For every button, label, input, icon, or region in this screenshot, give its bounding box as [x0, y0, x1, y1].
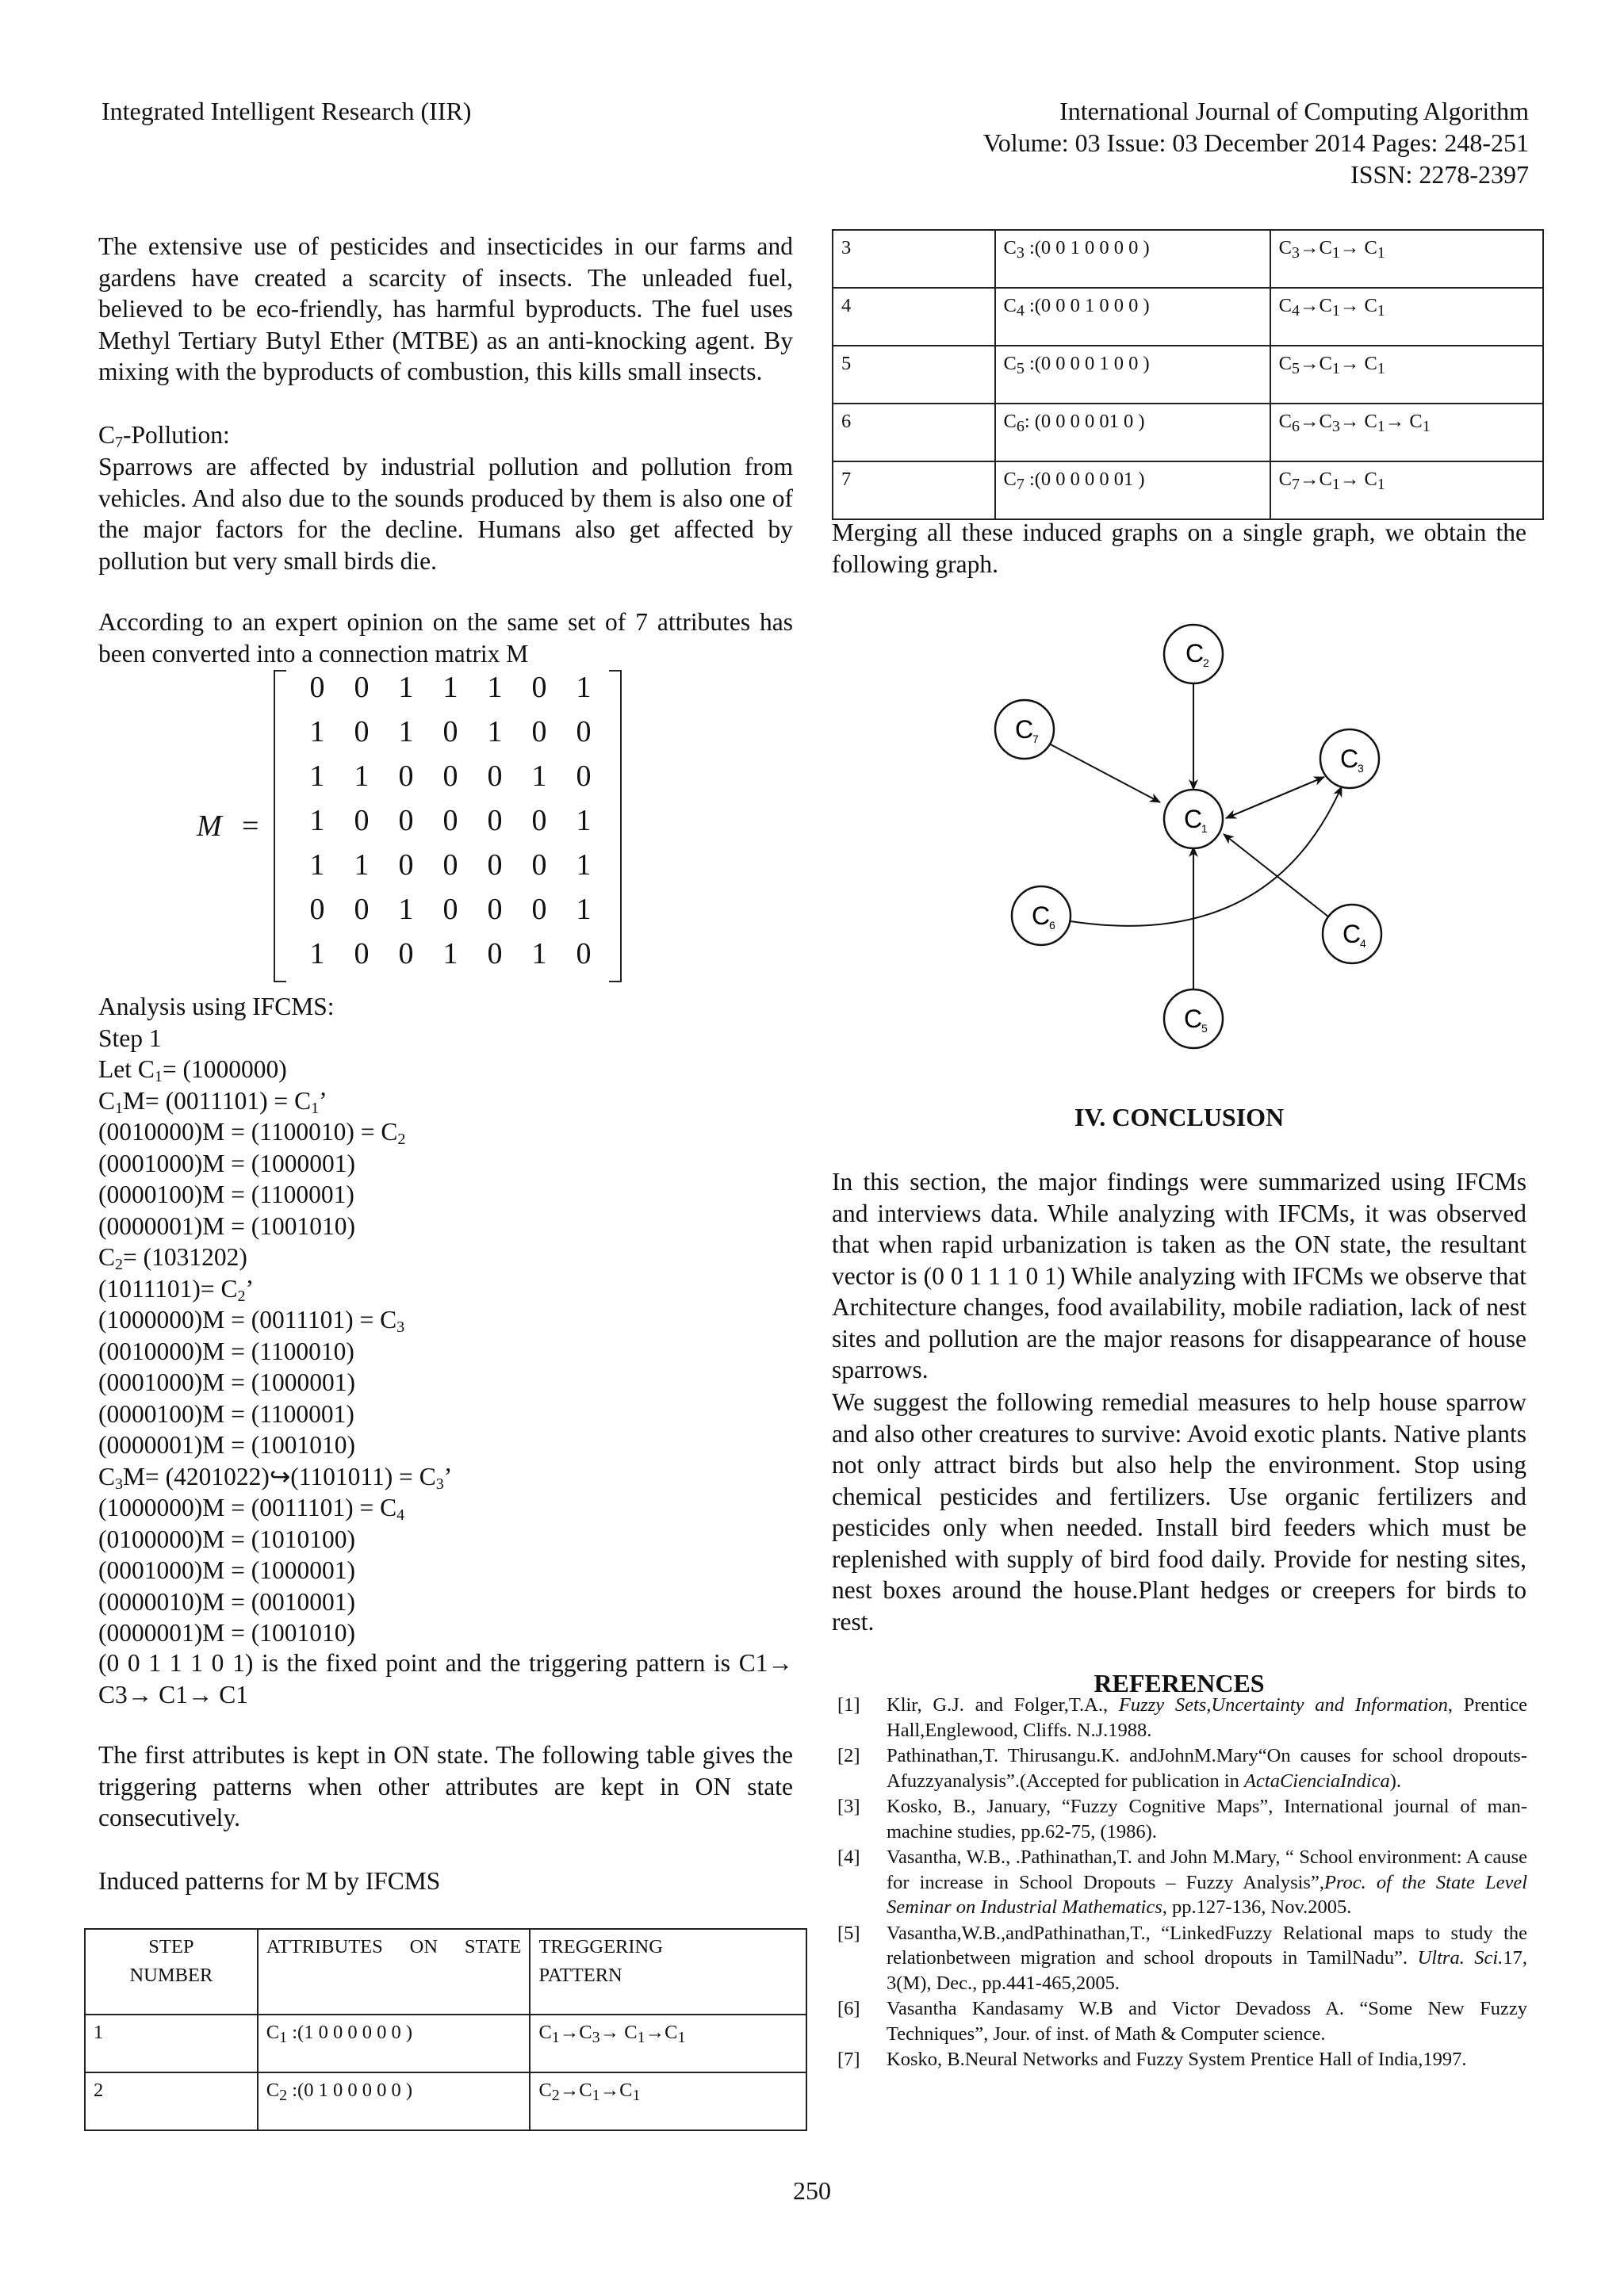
analysis-line: (0000100)M = (1100001) [98, 1181, 354, 1208]
svg-text:3: 3 [1358, 762, 1364, 775]
header-pattern: TREGGERING PATTERN [530, 1929, 806, 2015]
paragraph-expert-opinion: According to an expert opinion on the same set of 7 attributes has been converted into a connection matrix M [98, 608, 793, 668]
matrix-cell: 0 [309, 671, 325, 704]
svg-text:2: 2 [1203, 656, 1209, 669]
matrix-cell: 1 [354, 848, 370, 882]
table-row [833, 288, 1543, 346]
journal-volume: Volume: 03 Issue: 03 December 2014 Pages: 248-251 [982, 128, 1529, 157]
matrix-cell: 0 [442, 804, 458, 837]
reference-item [837, 1845, 1527, 1920]
svg-text:4: 4 [1360, 937, 1366, 950]
paragraph-first-attribute: The first attributes is kept in ON state. The following table gives the triggering patterns when other attributes are kept in ON state consecutively. [98, 1741, 793, 1831]
matrix-cell: 0 [354, 715, 370, 748]
references-list [837, 1693, 1527, 2073]
matrix-cell: 0 [442, 715, 458, 748]
cell-pattern: $C_1\to C_3\to C_1\to C_1$ [530, 2015, 806, 2072]
reference-number: [1] [837, 1694, 860, 1716]
cell-step: 6 [833, 404, 995, 461]
matrix-cell: 1 [531, 937, 547, 970]
edge-c1-c3 [1226, 777, 1324, 818]
matrix-row [292, 803, 609, 838]
analysis-line: $(1000000)M = (0011101) = C_3$ [98, 1306, 405, 1336]
cell-attributes: $C_1$ :(1 0 0 0 0 0 0 ) [258, 2015, 530, 2072]
svg-text:C: C [1184, 1004, 1203, 1033]
matrix-cell: 1 [309, 937, 325, 970]
matrix-cell: 1 [576, 671, 592, 704]
header-step-number: STEP NUMBER [85, 1929, 258, 2015]
analysis-line: $(1011101)= C_2$’ [98, 1274, 255, 1305]
matrix-cell: 0 [487, 893, 503, 926]
table-row [85, 2015, 806, 2072]
matrix-cell: 1 [531, 760, 547, 793]
reference-text: Pathinathan,T. Thirusangu.K. andJohnM.Mary“On causes for school dropouts- Afuzzyanalysis”.(Accepted for publication in ActaCienciaIndica). [887, 1745, 1527, 1792]
matrix-row [292, 759, 609, 794]
analysis-line: (0000100)M = (1100001) [98, 1399, 354, 1428]
cell-step: 2 [85, 2072, 258, 2130]
reference-item [837, 1693, 1527, 1743]
page-number: 250 [793, 2176, 831, 2205]
svg-text:1: 1 [1201, 822, 1208, 835]
matrix-row [292, 714, 609, 749]
journal-name: International Journal of Computing Algorithm [1059, 97, 1529, 125]
conclusion-paragraph-2: We suggest the following remedial measures to help house sparrow and also other creatures to survive: Avoid exotic plants. Native plants not only attract birds but also help the environment. Stop using chemical pesticides and fertilizers. Use organic fertilizers and pesticides only when needed. Install bird feeders which must be replenished with supply of bird food daily. Provide for nesting sites, nest boxes around the house.Plant hedges or creepers for birds to rest. [832, 1388, 1526, 1636]
reference-item [837, 2047, 1527, 2072]
fixed-point-text: (0 0 1 1 1 0 1) is the fixed point and the triggering pattern is C1→ C3→ C1→ C1 [98, 1649, 793, 1709]
matrix-cell: 1 [398, 671, 414, 704]
matrix-cell: 0 [354, 937, 370, 970]
cell-step: 3 [833, 230, 995, 288]
cell-pattern: $C_2\to C_1\to C_1$ [530, 2072, 806, 2130]
svg-text:C: C [1340, 744, 1359, 773]
table-row [833, 346, 1543, 404]
matrix-cell: 1 [442, 937, 458, 970]
matrix-cell: 1 [487, 671, 503, 704]
matrix-cell: 1 [354, 760, 370, 793]
cell-pattern: $C_7\to C_1\to C_1$ [1270, 461, 1543, 519]
svg-text:C: C [1015, 715, 1034, 744]
matrix-cell: 0 [309, 893, 325, 926]
edge-c7-c1 [1049, 744, 1160, 802]
node-c4 [1323, 905, 1381, 963]
paragraph-pesticides: The extensive use of pesticides and insecticides in our farms and gardens have created a scarcity of insects. The unleaded fuel, believed to be eco-friendly, has harmful byproducts. The fuel uses Methyl Tertiary Butyl Ether (MTBE) as an anti-knocking agent. By mixing with the byproducts of combustion, this kills small insects. [98, 232, 793, 385]
reference-number: [2] [837, 1745, 860, 1766]
reference-text: Vasantha Kandasamy W.B and Victor Devadoss A. “Some New Fuzzy Techniques”, Jour. of inst. of Math & Computer science. [887, 1998, 1527, 2045]
cell-step: 4 [833, 288, 995, 346]
matrix-row [292, 892, 609, 927]
reference-number: [5] [837, 1922, 860, 1944]
analysis-line: (0010000)M = (1100010) [98, 1337, 354, 1365]
induced-patterns-table [84, 1928, 807, 2131]
table-row [833, 461, 1543, 519]
analysis-line: (0100000)M = (1010100) [98, 1525, 355, 1553]
matrix-cell: 0 [531, 804, 547, 837]
node-c3 [1320, 729, 1379, 788]
matrix-cell: 0 [576, 760, 592, 793]
node-c5 [1164, 989, 1223, 1048]
journal-issn: ISSN: 2278-2397 [1350, 160, 1529, 189]
cell-pattern: $C_4\to C_1\to C_1$ [1270, 288, 1543, 346]
node-c7 [995, 700, 1054, 759]
matrix-cell: 0 [398, 804, 414, 837]
header-attributes: ATTRIBUTES ON STATE [258, 1929, 530, 2015]
reference-number: [3] [837, 1796, 860, 1817]
reference-text: Kosko, B.Neural Networks and Fuzzy System Prentice Hall of India,1997. [887, 2049, 1467, 2070]
matrix-cell: 0 [442, 848, 458, 882]
connection-matrix [190, 670, 634, 987]
node-c6 [1012, 886, 1071, 945]
matrix-row [292, 936, 609, 971]
matrix-cell: 0 [487, 804, 503, 837]
matrix-cell: 0 [398, 937, 414, 970]
analysis-line: Let $C_1= (1000000)$ [98, 1055, 287, 1085]
merged-induced-graph [983, 603, 1396, 1062]
svg-text:7: 7 [1032, 733, 1039, 745]
reference-number: [4] [837, 1846, 860, 1868]
table-row [833, 404, 1543, 461]
matrix-label: M [197, 809, 222, 843]
analysis-line: $C_2= (1031202)$ [98, 1243, 247, 1273]
table-title: Induced patterns for M by IFCMS [98, 1867, 441, 1895]
reference-item [837, 1921, 1527, 1996]
svg-text:C: C [1184, 805, 1203, 833]
analysis-line: (0001000)M = (1000001) [98, 1149, 355, 1177]
matrix-cell: 1 [398, 893, 414, 926]
references-heading: REFERENCES [1094, 1669, 1265, 1697]
matrix-cell: 1 [576, 848, 592, 882]
matrix-cell: 1 [576, 804, 592, 837]
matrix-cell: 0 [531, 893, 547, 926]
matrix-cell: 0 [531, 848, 547, 882]
cell-pattern: $C_3\to C_1\to C_1$ [1270, 230, 1543, 288]
reference-item [837, 1743, 1527, 1793]
cell-step: 5 [833, 346, 995, 404]
matrix-cell: 1 [309, 760, 325, 793]
reference-text: Kosko, B., January, “Fuzzy Cognitive Maps”, International journal of man-machine studies, pp.62-75, (1986). [887, 1796, 1527, 1843]
merge-text: Merging all these induced graphs on a single graph, we obtain the following graph. [832, 519, 1526, 578]
matrix-cell: 0 [442, 760, 458, 793]
cell-step: 1 [85, 2015, 258, 2072]
cell-attributes: $C_3$ :(0 0 1 0 0 0 0 ) [995, 230, 1270, 288]
matrix-row [292, 848, 609, 882]
analysis-steps [98, 991, 793, 1649]
analysis-line: Step 1 [98, 1024, 162, 1052]
table-row [833, 230, 1543, 288]
reference-number: [6] [837, 1998, 860, 2019]
matrix-cell: 1 [576, 893, 592, 926]
matrix-cell: 1 [442, 671, 458, 704]
matrix-cell: 1 [309, 804, 325, 837]
matrix-cell: 1 [309, 848, 325, 882]
analysis-line: (0000001)M = (1001010) [98, 1211, 355, 1240]
matrix-cell: 0 [354, 671, 370, 704]
reference-item [837, 1996, 1527, 2046]
reference-text: Vasantha, W.B., .Pathinathan,T. and John M.Mary, “ School environment: A cause for increase in School Dropouts – Fuzzy Analysis”,Proc. of the State Level Seminar on Industrial Mathematics, pp.127-136, Nov.2005. [887, 1846, 1527, 1918]
heading-c7-pollution: $C_7$-Pollution: [98, 421, 230, 451]
cell-step: 7 [833, 461, 995, 519]
matrix-cell: 0 [398, 848, 414, 882]
analysis-line: $C_3M=$ (4201022)↪(1101011) = $C_3$’ [98, 1462, 453, 1493]
svg-text:C: C [1185, 639, 1205, 668]
svg-text:5: 5 [1201, 1022, 1208, 1035]
matrix-cell: 1 [487, 715, 503, 748]
cell-attributes: $C_2$ :(0 1 0 0 0 0 0 ) [258, 2072, 530, 2130]
conclusion-paragraph-1: In this section, the major findings were summarized using IFCMs and interviews data. While analyzing with IFCMs, it was observed that when rapid urbanization is taken as the ON state, the resultant vector is (0 0 1 1 1 0 1) While analyzing with IFCMs we observe that Architecture changes, food availability, mobile radiation, lack of nest sites and pollution are the major reasons for disappearance of house sparrows. [832, 1168, 1526, 1383]
reference-text: Klir, G.J. and Folger,T.A., Fuzzy Sets,Uncertainty and Information, Prentice Hall,Englewood, Cliffs. N.J.1988. [887, 1694, 1528, 1741]
analysis-line: $C_1M= (0011101) = C_1$’ [98, 1086, 327, 1117]
matrix-bracket-right [609, 670, 622, 982]
running-header-left: Integrated Intelligent Research (IIR) [102, 97, 472, 125]
matrix-cell: 0 [354, 804, 370, 837]
matrix-cell: 0 [487, 760, 503, 793]
matrix-cell: 0 [398, 760, 414, 793]
induced-patterns-table-continued [832, 229, 1544, 520]
matrix-bracket-left [274, 670, 286, 982]
reference-item [837, 1794, 1527, 1844]
reference-text: Vasantha,W.B.,andPathinathan,T., “LinkedFuzzy Relational maps to study the relationbetween migration and school dropouts in TamilNadu”. Ultra. Sci.17, 3(M), Dec., pp.441-465,2005. [887, 1922, 1527, 1994]
svg-text:C: C [1032, 901, 1051, 930]
matrix-cell: 0 [531, 715, 547, 748]
matrix-cell: 0 [442, 893, 458, 926]
cell-pattern: $C_6\to C_3\to C_1\to C_1$ [1270, 404, 1543, 461]
cell-attributes: $C_5$ :(0 0 0 0 1 0 0 ) [995, 346, 1270, 404]
node-c1 [1164, 790, 1223, 848]
table-header-row [85, 1929, 806, 2015]
running-header-right [983, 95, 1529, 190]
matrix-cell: 0 [576, 715, 592, 748]
cell-attributes: $C_7$ :(0 0 0 0 0 01 ) [995, 461, 1270, 519]
analysis-line: (0000001)M = (1001010) [98, 1619, 355, 1647]
node-c2 [1164, 625, 1223, 683]
analysis-line: Analysis using IFCMS: [98, 993, 335, 1020]
svg-text:6: 6 [1049, 919, 1055, 932]
conclusion-heading: IV. CONCLUSION [1074, 1103, 1285, 1131]
analysis-line: (0001000)M = (1000001) [98, 1556, 355, 1584]
matrix-cell: 0 [487, 848, 503, 882]
analysis-line: $(1000000)M = (0011101) = C_4$ [98, 1494, 405, 1524]
matrix-cell: 0 [576, 937, 592, 970]
cell-attributes: $C_4$ :(0 0 0 1 0 0 0 ) [995, 288, 1270, 346]
paragraph-pollution: Sparrows are affected by industrial pollution and pollution from vehicles. And also due to the sounds produced by them is also one of the major factors for the decline. Humans also get affected by pollution but very small birds die. [98, 453, 793, 575]
analysis-line: (0001000)M = (1000001) [98, 1368, 355, 1396]
reference-number: [7] [837, 2049, 860, 2070]
matrix-row [292, 670, 609, 705]
analysis-line: (0000010)M = (0010001) [98, 1587, 355, 1616]
table-row [85, 2072, 806, 2130]
cell-attributes: $C_6$: (0 0 0 0 01 0 ) [995, 404, 1270, 461]
matrix-cell: 1 [398, 715, 414, 748]
matrix-equals: = [242, 809, 259, 843]
analysis-line: (0000001)M = (1001010) [98, 1431, 355, 1459]
cell-pattern: $C_5\to C_1\to C_1$ [1270, 346, 1543, 404]
matrix-cell: 1 [309, 715, 325, 748]
matrix-cell: 0 [487, 937, 503, 970]
analysis-line: $(0010000)M = (1100010) = C_2$ [98, 1118, 406, 1148]
matrix-cell: 0 [354, 893, 370, 926]
svg-text:C: C [1342, 920, 1362, 948]
matrix-cell: 0 [531, 671, 547, 704]
